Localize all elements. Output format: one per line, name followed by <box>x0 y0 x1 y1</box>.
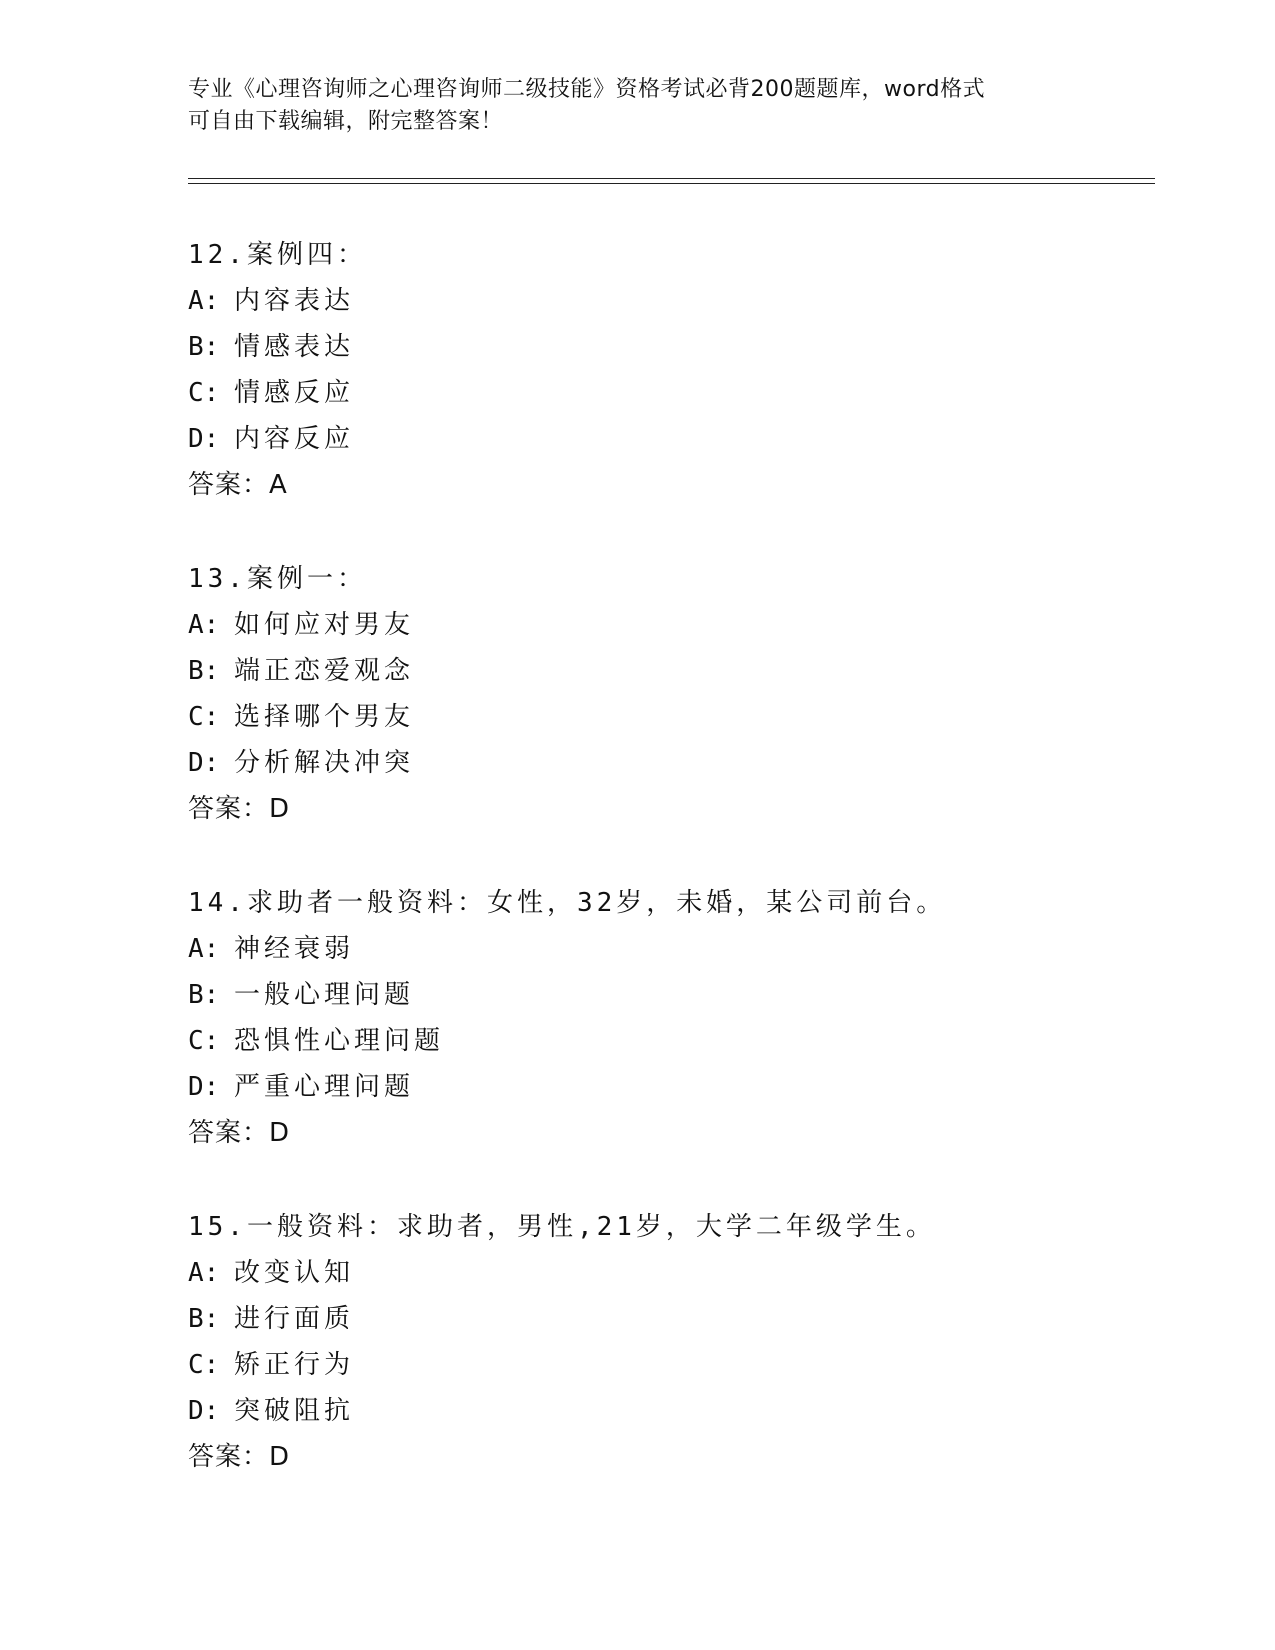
document-header <box>188 74 1068 138</box>
option-label: C: <box>188 702 220 732</box>
option-label: C: <box>188 1350 220 1380</box>
option-b <box>188 648 1148 694</box>
option-d <box>188 740 1148 786</box>
question-12 <box>188 232 1148 508</box>
option-label: A: <box>188 934 220 964</box>
option-label: C: <box>188 1026 220 1056</box>
header-line-1: 专业《心理咨询师之心理咨询师二级技能》资格考试必背200题题库，word格式 <box>188 77 986 102</box>
option-text: 恐惧性心理问题 <box>234 1026 445 1056</box>
question-stem: 15.一般资料：求助者，男性,21岁，大学二年级学生。 <box>188 1212 936 1242</box>
option-a <box>188 926 1148 972</box>
option-d <box>188 416 1148 462</box>
option-text: 内容反应 <box>234 424 355 454</box>
answer-line: 答案：D <box>188 794 291 824</box>
header-line-2: 可自由下载编辑，附完整答案！ <box>188 109 504 134</box>
header-divider-bottom <box>188 183 1155 184</box>
option-text: 矫正行为 <box>234 1350 355 1380</box>
option-label: B: <box>188 1304 220 1334</box>
option-label: D: <box>188 748 220 778</box>
question-14 <box>188 880 1148 1156</box>
option-b <box>188 1296 1148 1342</box>
option-label: A: <box>188 1258 220 1288</box>
option-text: 情感反应 <box>234 378 355 408</box>
option-label: B: <box>188 656 220 686</box>
option-c <box>188 1018 1148 1064</box>
option-text: 选择哪个男友 <box>234 702 415 732</box>
option-text: 进行面质 <box>234 1304 355 1334</box>
option-text: 突破阻抗 <box>234 1396 355 1426</box>
option-text: 如何应对男友 <box>234 610 415 640</box>
answer-line: 答案：A <box>188 470 288 500</box>
option-label: B: <box>188 332 220 362</box>
option-text: 严重心理问题 <box>234 1072 415 1102</box>
option-label: B: <box>188 980 220 1010</box>
answer-line: 答案：D <box>188 1118 291 1148</box>
option-d <box>188 1064 1148 1110</box>
option-d <box>188 1388 1148 1434</box>
question-stem: 12.案例四： <box>188 240 367 270</box>
question-15 <box>188 1204 1148 1480</box>
option-a <box>188 602 1148 648</box>
option-b <box>188 324 1148 370</box>
option-label: D: <box>188 424 220 454</box>
option-label: A: <box>188 610 220 640</box>
option-a <box>188 278 1148 324</box>
option-text: 一般心理问题 <box>234 980 415 1010</box>
option-c <box>188 1342 1148 1388</box>
option-text: 端正恋爱观念 <box>234 656 415 686</box>
option-c <box>188 694 1148 740</box>
option-a <box>188 1250 1148 1296</box>
option-label: D: <box>188 1072 220 1102</box>
option-text: 内容表达 <box>234 286 355 316</box>
option-c <box>188 370 1148 416</box>
question-13 <box>188 556 1148 832</box>
option-label: C: <box>188 378 220 408</box>
option-label: A: <box>188 286 220 316</box>
question-stem: 13.案例一： <box>188 564 367 594</box>
question-list <box>188 232 1148 1528</box>
option-text: 情感表达 <box>234 332 355 362</box>
answer-line: 答案：D <box>188 1442 291 1472</box>
option-label: D: <box>188 1396 220 1426</box>
option-text: 神经衰弱 <box>234 934 355 964</box>
option-text: 分析解决冲突 <box>234 748 415 778</box>
header-divider-top <box>188 178 1155 179</box>
question-stem: 14.求助者一般资料：女性，32岁，未婚，某公司前台。 <box>188 888 947 918</box>
option-b <box>188 972 1148 1018</box>
option-text: 改变认知 <box>234 1258 355 1288</box>
